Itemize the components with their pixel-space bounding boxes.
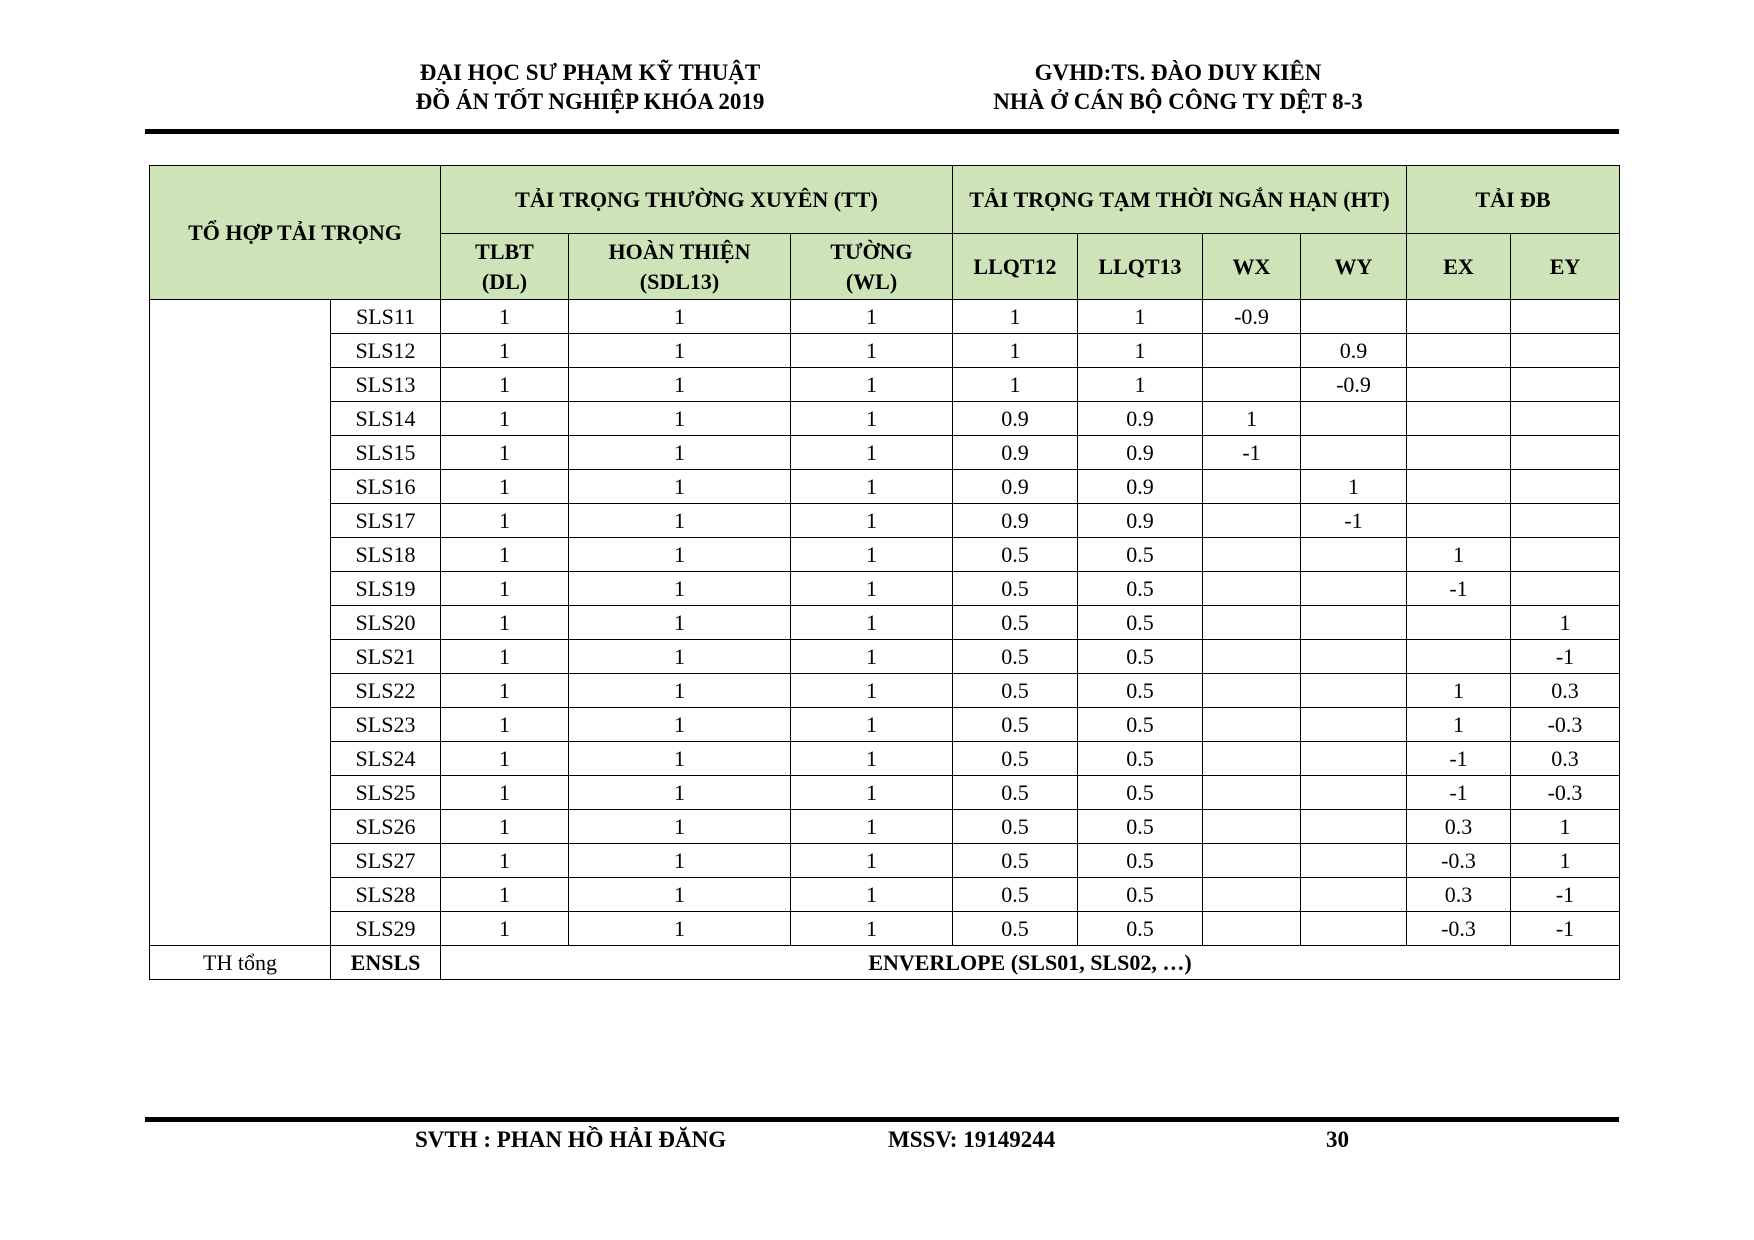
combo-code: SLS18 — [331, 538, 441, 572]
factor-cell: 1 — [441, 538, 569, 572]
factor-cell: 1 — [1078, 368, 1203, 402]
header-advisor-name: GVHD:TS. ĐÀO DUY KIÊN — [1034, 60, 1322, 85]
factor-cell: 1 — [791, 436, 953, 470]
factor-cell: 1 — [569, 300, 791, 334]
factor-cell: 1 — [1078, 300, 1203, 334]
factor-cell: -1 — [1407, 776, 1511, 810]
footer-rule — [145, 1117, 1619, 1122]
combo-code: SLS17 — [331, 504, 441, 538]
factor-cell — [1301, 572, 1407, 606]
factor-cell: 1 — [569, 776, 791, 810]
col-hoan-thien: HOÀN THIỆN (SDL13) — [569, 234, 791, 300]
factor-cell: -1 — [1203, 436, 1301, 470]
total-code: ENSLS — [331, 946, 441, 980]
factor-cell: 1 — [569, 436, 791, 470]
table-row — [150, 810, 1620, 844]
factor-cell: 1 — [953, 300, 1078, 334]
factor-cell: 0.5 — [953, 708, 1078, 742]
factor-cell: 1 — [953, 334, 1078, 368]
factor-cell: 0.5 — [1078, 640, 1203, 674]
factor-cell — [1511, 504, 1620, 538]
factor-cell: 1 — [953, 368, 1078, 402]
factor-cell — [1203, 878, 1301, 912]
factor-cell — [1203, 368, 1301, 402]
factor-cell: 0.5 — [1078, 606, 1203, 640]
combo-code: SLS26 — [331, 810, 441, 844]
combo-code: SLS22 — [331, 674, 441, 708]
factor-cell: 1 — [791, 844, 953, 878]
factor-cell: 0.3 — [1511, 742, 1620, 776]
factor-cell: 1 — [441, 878, 569, 912]
combo-code: SLS12 — [331, 334, 441, 368]
col-wx: WX — [1203, 234, 1301, 300]
factor-cell — [1203, 606, 1301, 640]
factor-cell — [1301, 402, 1407, 436]
combo-header: TỔ HỢP TẢI TRỌNG — [150, 166, 441, 300]
factor-cell: 0.5 — [953, 844, 1078, 878]
factor-cell — [1407, 368, 1511, 402]
factor-cell — [1203, 708, 1301, 742]
factor-cell: 1 — [1511, 606, 1620, 640]
table-row — [150, 912, 1620, 946]
factor-cell — [1407, 436, 1511, 470]
factor-cell — [1203, 810, 1301, 844]
factor-cell: -1 — [1511, 878, 1620, 912]
factor-cell: 1 — [441, 810, 569, 844]
factor-cell: 1 — [441, 334, 569, 368]
factor-cell: 1 — [441, 640, 569, 674]
factor-cell — [1301, 674, 1407, 708]
factor-cell: 0.9 — [953, 402, 1078, 436]
factor-cell — [1407, 470, 1511, 504]
header-school — [380, 58, 800, 116]
footer-student-id: MSSV: 19149244 — [888, 1127, 1056, 1152]
factor-cell: 0.5 — [953, 572, 1078, 606]
factor-cell: 0.5 — [1078, 538, 1203, 572]
factor-cell: 1 — [791, 776, 953, 810]
table-row — [150, 470, 1620, 504]
factor-cell — [1203, 742, 1301, 776]
factor-cell: 1 — [791, 470, 953, 504]
factor-cell: 1 — [441, 504, 569, 538]
table-row — [150, 606, 1620, 640]
factor-cell: 1 — [569, 572, 791, 606]
factor-cell: 0.9 — [1078, 470, 1203, 504]
col-ex: EX — [1407, 234, 1511, 300]
factor-cell: 0.5 — [953, 878, 1078, 912]
combo-code: SLS20 — [331, 606, 441, 640]
factor-cell — [1301, 912, 1407, 946]
col-tuong: TƯỜNG (WL) — [791, 234, 953, 300]
factor-cell: 0.9 — [1301, 334, 1407, 368]
factor-cell — [1301, 776, 1407, 810]
table-row — [150, 300, 1620, 334]
col-llqt13: LLQT13 — [1078, 234, 1203, 300]
table-row — [150, 878, 1620, 912]
factor-cell: 0.5 — [1078, 844, 1203, 878]
col-llqt12: LLQT12 — [953, 234, 1078, 300]
factor-cell — [1301, 708, 1407, 742]
factor-cell — [1301, 640, 1407, 674]
factor-cell: 0.5 — [1078, 674, 1203, 708]
total-row — [150, 946, 1620, 980]
combo-code: SLS24 — [331, 742, 441, 776]
factor-cell — [1203, 640, 1301, 674]
combo-code: SLS23 — [331, 708, 441, 742]
factor-cell — [1511, 436, 1620, 470]
table-row — [150, 504, 1620, 538]
factor-cell — [1511, 368, 1620, 402]
factor-cell: 0.9 — [1078, 436, 1203, 470]
factor-cell: 1 — [791, 334, 953, 368]
factor-cell: 1 — [1301, 470, 1407, 504]
combo-code: SLS27 — [331, 844, 441, 878]
factor-cell: 1 — [569, 844, 791, 878]
factor-cell: -0.9 — [1203, 300, 1301, 334]
total-formula: ENVERLOPE (SLS01, SLS02, …) — [441, 946, 1620, 980]
factor-cell: 1 — [569, 878, 791, 912]
factor-cell: 1 — [791, 810, 953, 844]
factor-cell: -1 — [1511, 912, 1620, 946]
factor-cell: 0.5 — [953, 538, 1078, 572]
factor-cell: 1 — [441, 572, 569, 606]
factor-cell: 0.5 — [953, 674, 1078, 708]
factor-cell: 1 — [441, 402, 569, 436]
group-permanent-header: TẢI TRỌNG THƯỜNG XUYÊN (TT) — [441, 166, 953, 234]
factor-cell — [1511, 300, 1620, 334]
factor-cell — [1203, 776, 1301, 810]
table-row — [150, 844, 1620, 878]
factor-cell: 1 — [441, 300, 569, 334]
load-combination-table — [149, 165, 1620, 980]
header-building-name: NHÀ Ở CÁN BỘ CÔNG TY DỆT 8-3 — [993, 89, 1363, 114]
table-row — [150, 776, 1620, 810]
factor-cell — [1301, 844, 1407, 878]
factor-cell: 1 — [791, 878, 953, 912]
footer-student: SVTH : PHAN HỒ HẢI ĐĂNG — [415, 1127, 727, 1152]
factor-cell: 1 — [441, 436, 569, 470]
factor-cell — [1301, 300, 1407, 334]
factor-cell — [1511, 402, 1620, 436]
combo-code: SLS16 — [331, 470, 441, 504]
factor-cell: 0.5 — [953, 742, 1078, 776]
table-row — [150, 708, 1620, 742]
factor-cell: 0.5 — [953, 912, 1078, 946]
table-row — [150, 674, 1620, 708]
factor-cell: 1 — [569, 470, 791, 504]
factor-cell: 0.5 — [1078, 708, 1203, 742]
factor-cell: 1 — [569, 810, 791, 844]
factor-cell — [1511, 470, 1620, 504]
factor-cell — [1203, 470, 1301, 504]
factor-cell: 1 — [569, 368, 791, 402]
factor-cell: 1 — [1511, 810, 1620, 844]
combo-code: SLS14 — [331, 402, 441, 436]
factor-cell: 1 — [1407, 674, 1511, 708]
factor-cell: 1 — [791, 300, 953, 334]
factor-cell: 0.5 — [1078, 572, 1203, 606]
factor-cell: -0.9 — [1301, 368, 1407, 402]
factor-cell: 0.5 — [1078, 776, 1203, 810]
group-temporary-header: TẢI TRỌNG TẠM THỜI NGẮN HẠN (HT) — [953, 166, 1407, 234]
table-row — [150, 402, 1620, 436]
combo-code: SLS25 — [331, 776, 441, 810]
factor-cell: 1 — [441, 844, 569, 878]
factor-cell: -0.3 — [1407, 912, 1511, 946]
factor-cell — [1301, 810, 1407, 844]
factor-cell: 0.9 — [1078, 504, 1203, 538]
table-body — [150, 300, 1620, 946]
factor-cell: 1 — [569, 606, 791, 640]
factor-cell — [1407, 334, 1511, 368]
table-row — [150, 572, 1620, 606]
factor-cell: 1 — [441, 368, 569, 402]
factor-cell: 0.3 — [1407, 810, 1511, 844]
factor-cell: 1 — [791, 708, 953, 742]
factor-cell: 1 — [441, 470, 569, 504]
factor-cell — [1203, 572, 1301, 606]
table-row — [150, 436, 1620, 470]
factor-cell — [1301, 538, 1407, 572]
factor-cell — [1301, 742, 1407, 776]
header-school-name: ĐẠI HỌC SƯ PHẠM KỸ THUẬT — [419, 60, 761, 85]
header-rule — [145, 129, 1619, 134]
factor-cell: 1 — [569, 640, 791, 674]
table-row — [150, 640, 1620, 674]
factor-cell: 0.9 — [953, 504, 1078, 538]
factor-cell: -1 — [1511, 640, 1620, 674]
factor-cell: 1 — [569, 402, 791, 436]
factor-cell — [1301, 878, 1407, 912]
factor-cell: 1 — [569, 674, 791, 708]
footer-page-number: 30 — [1326, 1127, 1349, 1152]
factor-cell — [1203, 674, 1301, 708]
factor-cell: 1 — [441, 912, 569, 946]
factor-cell: 1 — [569, 742, 791, 776]
factor-cell: 1 — [791, 572, 953, 606]
factor-cell: 1 — [791, 504, 953, 538]
col-tlbt: TLBT (DL) — [441, 234, 569, 300]
factor-cell: 0.3 — [1407, 878, 1511, 912]
factor-cell: 1 — [791, 538, 953, 572]
factor-cell: 0.5 — [953, 776, 1078, 810]
factor-cell: -0.3 — [1407, 844, 1511, 878]
factor-cell: 1 — [441, 776, 569, 810]
factor-cell: 1 — [1407, 538, 1511, 572]
combo-code: SLS28 — [331, 878, 441, 912]
factor-cell — [1407, 300, 1511, 334]
factor-cell: 1 — [791, 674, 953, 708]
factor-cell: -1 — [1407, 742, 1511, 776]
factor-cell: 0.9 — [953, 470, 1078, 504]
combo-code: SLS19 — [331, 572, 441, 606]
factor-cell: -0.3 — [1511, 776, 1620, 810]
factor-cell: 1 — [441, 606, 569, 640]
table-row — [150, 538, 1620, 572]
combo-group-cell — [150, 300, 331, 946]
factor-cell — [1203, 912, 1301, 946]
factor-cell: 0.5 — [953, 810, 1078, 844]
factor-cell — [1203, 334, 1301, 368]
combo-code: SLS15 — [331, 436, 441, 470]
factor-cell: 0.9 — [953, 436, 1078, 470]
col-wy: WY — [1301, 234, 1407, 300]
header-advisor — [938, 58, 1418, 116]
factor-cell: 1 — [1511, 844, 1620, 878]
header-project-title: ĐỒ ÁN TỐT NGHIỆP KHÓA 2019 — [415, 89, 765, 114]
factor-cell: 0.5 — [953, 606, 1078, 640]
factor-cell: 1 — [441, 742, 569, 776]
col-ey: EY — [1511, 234, 1620, 300]
factor-cell: 1 — [569, 504, 791, 538]
combo-code: SLS29 — [331, 912, 441, 946]
total-label: TH tổng — [150, 946, 331, 980]
factor-cell: 1 — [569, 538, 791, 572]
table-row — [150, 334, 1620, 368]
factor-cell: 1 — [1078, 334, 1203, 368]
factor-cell — [1407, 606, 1511, 640]
factor-cell: 1 — [791, 368, 953, 402]
table-row — [150, 742, 1620, 776]
factor-cell: 1 — [569, 334, 791, 368]
factor-cell: 0.5 — [1078, 878, 1203, 912]
factor-cell: 1 — [569, 708, 791, 742]
group-special-header: TẢI ĐB — [1407, 166, 1620, 234]
factor-cell — [1407, 640, 1511, 674]
factor-cell — [1203, 538, 1301, 572]
factor-cell: -1 — [1407, 572, 1511, 606]
factor-cell: 0.5 — [953, 640, 1078, 674]
factor-cell: 1 — [791, 742, 953, 776]
factor-cell: 1 — [791, 912, 953, 946]
table-row — [150, 368, 1620, 402]
factor-cell: -1 — [1301, 504, 1407, 538]
factor-cell — [1511, 538, 1620, 572]
factor-cell: 1 — [791, 402, 953, 436]
factor-cell — [1407, 402, 1511, 436]
combo-code: SLS21 — [331, 640, 441, 674]
factor-cell: 0.5 — [1078, 742, 1203, 776]
factor-cell: 0.5 — [1078, 912, 1203, 946]
factor-cell: 0.3 — [1511, 674, 1620, 708]
factor-cell — [1203, 504, 1301, 538]
factor-cell: 1 — [1203, 402, 1301, 436]
factor-cell: 1 — [791, 606, 953, 640]
factor-cell: 0.5 — [1078, 810, 1203, 844]
factor-cell: 0.9 — [1078, 402, 1203, 436]
factor-cell: 1 — [441, 708, 569, 742]
factor-cell: 1 — [791, 640, 953, 674]
factor-cell — [1301, 436, 1407, 470]
factor-cell: -0.3 — [1511, 708, 1620, 742]
factor-cell — [1203, 844, 1301, 878]
factor-cell: 1 — [1407, 708, 1511, 742]
factor-cell — [1511, 334, 1620, 368]
factor-cell — [1407, 504, 1511, 538]
factor-cell: 1 — [569, 912, 791, 946]
factor-cell: 1 — [441, 674, 569, 708]
combo-code: SLS11 — [331, 300, 441, 334]
factor-cell — [1301, 606, 1407, 640]
factor-cell — [1511, 572, 1620, 606]
combo-code: SLS13 — [331, 368, 441, 402]
